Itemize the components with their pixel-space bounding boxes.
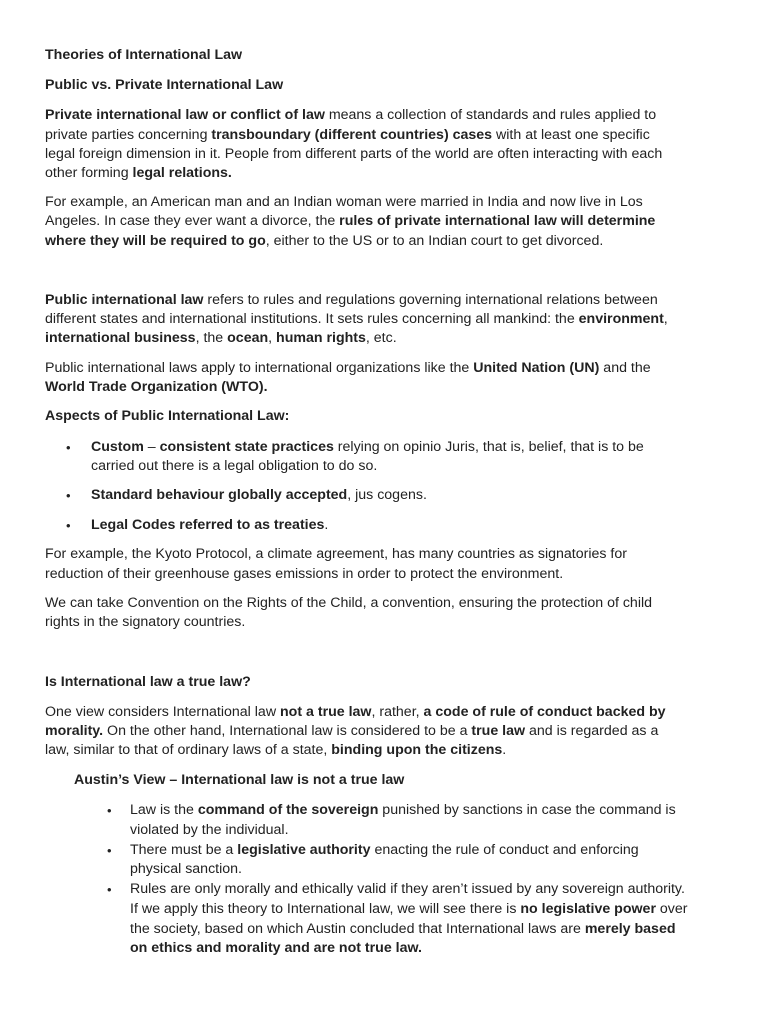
bold-term: no legislative power <box>520 901 656 917</box>
text-run: One view considers International law <box>45 704 281 720</box>
paragraph-one-view-line-3 <box>45 740 506 760</box>
text-run: Law is the <box>130 802 198 818</box>
bold-term: consistent state practices <box>159 439 334 455</box>
paragraph-private-law-line-1 <box>45 105 656 125</box>
paragraph-private-law-line-3: legal foreign dimension in it. People from different parts of the world are often interacting with each <box>45 146 663 162</box>
paragraph-one-view-line-2 <box>45 721 658 741</box>
text-run: , etc. <box>365 330 397 346</box>
text-run: relying on opinio Juris, that is, belief, that is to be <box>333 439 644 455</box>
text-run: punished by sanctions in case the command is <box>378 802 676 818</box>
paragraph-kyoto-line-1: For example, the Kyoto Protocol, a climate agreement, has many countries as signatories for <box>45 546 627 562</box>
list-item-command-line-1 <box>130 800 676 820</box>
bold-term: merely based <box>584 921 676 937</box>
text-run: and the <box>599 360 651 376</box>
section-heading-aspects: Aspects of Public International Law: <box>45 408 290 424</box>
bold-term: environment <box>578 311 664 327</box>
text-run: other forming <box>45 165 133 181</box>
paragraph-example-divorce-line-2 <box>45 211 655 231</box>
bold-term: legislative authority <box>237 842 371 858</box>
text-run: , rather, <box>371 704 424 720</box>
bold-term: binding upon the citizens <box>331 742 503 758</box>
text-run: Angeles. In case they ever want a divorce, the <box>45 213 340 229</box>
paragraph-organizations-line-2 <box>45 377 268 397</box>
list-bullet: • <box>107 843 112 858</box>
bold-term: World Trade Organization (WTO). <box>45 379 268 395</box>
bold-term: Standard behaviour globally accepted <box>91 487 348 503</box>
list-item-rules-line-1: Rules are only morally and ethically valid if they aren’t issued by any sovereign authority. <box>130 881 685 897</box>
list-item-legislative-line-2: physical sanction. <box>130 861 242 877</box>
text-run: On the other hand, International law is considered to be a <box>103 723 472 739</box>
bold-term: Private international law or conflict of law <box>45 107 325 123</box>
bold-term: Public international law <box>45 292 204 308</box>
text-run: , either to the US or to an Indian court to get divorced. <box>265 233 604 249</box>
text-run: private parties concerning <box>45 127 212 143</box>
bold-term: United Nation (UN) <box>473 360 600 376</box>
paragraph-organizations-line-1 <box>45 358 651 378</box>
paragraph-example-divorce-line-3 <box>45 231 603 251</box>
list-bullet: • <box>66 440 71 455</box>
bold-term: transboundary (different countries) cases <box>211 127 493 143</box>
subheading-austins-view: Austin’s View – International law is not a true law <box>74 772 405 788</box>
bold-term: legal relations. <box>132 165 232 181</box>
list-item-rules-line-4 <box>130 938 422 958</box>
paragraph-private-law-line-4 <box>45 163 232 183</box>
text-run: If we apply this theory to International law, we will see there is <box>130 901 521 917</box>
text-run: . <box>324 517 329 533</box>
text-run: over <box>655 901 688 917</box>
bold-term: human rights <box>276 330 366 346</box>
paragraph-private-law-line-2 <box>45 125 650 145</box>
text-run: , the <box>195 330 228 346</box>
bold-term: command of the sovereign <box>197 802 379 818</box>
text-run: law, similar to that of ordinary laws of a state, <box>45 742 332 758</box>
list-item-legal-codes <box>91 515 328 535</box>
list-item-rules-line-3 <box>130 919 676 939</box>
text-run: – <box>143 439 160 455</box>
list-bullet: • <box>66 488 71 503</box>
list-item-custom-line-1 <box>91 437 644 457</box>
text-run: . <box>502 742 507 758</box>
bold-term: Custom <box>91 439 144 455</box>
list-bullet: • <box>66 518 71 533</box>
paragraph-convention-line-1: We can take Convention on the Rights of the Child, a convention, ensuring the protection of child <box>45 595 653 611</box>
list-item-custom-line-2: carried out there is a legal obligation to do so. <box>91 458 378 474</box>
paragraph-public-law-line-1 <box>45 290 658 310</box>
list-item-command-line-2: violated by the individual. <box>130 822 289 838</box>
list-bullet: • <box>107 882 112 897</box>
paragraph-one-view-line-1 <box>45 702 666 722</box>
text-run: Public international laws apply to international organizations like the <box>45 360 474 376</box>
bold-term: where they will be required to go <box>45 233 266 249</box>
bold-term: true law <box>471 723 526 739</box>
bold-term: ocean <box>227 330 269 346</box>
list-bullet: • <box>107 803 112 818</box>
section-heading-true-law: Is International law a true law? <box>45 674 251 690</box>
paragraph-kyoto-line-2: reduction of their greenhouse gases emissions in order to protect the environment. <box>45 566 564 582</box>
bold-term: international business <box>45 330 196 346</box>
bold-term: Legal Codes referred to as treaties <box>91 517 325 533</box>
bold-term: not a true law <box>280 704 372 720</box>
text-run: There must be a <box>130 842 238 858</box>
text-run: means a collection of standards and rules applied to <box>324 107 657 123</box>
bold-term: a code of rule of conduct backed by <box>423 704 666 720</box>
bold-term: on ethics and morality and are not true law. <box>130 940 422 956</box>
paragraph-convention-line-2: rights in the signatory countries. <box>45 614 246 630</box>
text-run: the society, based on which Austin concluded that International laws are <box>130 921 585 937</box>
list-item-standard-behaviour <box>91 485 427 505</box>
paragraph-public-law-line-2 <box>45 309 668 329</box>
paragraph-example-divorce-line-1: For example, an American man and an Indian woman were married in India and now live in Los <box>45 194 643 210</box>
bold-term: rules of private international law will determine <box>339 213 656 229</box>
list-item-legislative-line-1 <box>130 840 639 860</box>
bold-term: morality. <box>45 723 104 739</box>
text-run: different states and international institutions. It sets rules concerning all mankind: the <box>45 311 579 327</box>
text-run: with at least one specific <box>492 127 650 143</box>
text-run: enacting the rule of conduct and enforcing <box>370 842 639 858</box>
text-run: , <box>268 330 277 346</box>
document-title: Theories of International Law <box>45 47 243 63</box>
text-run: , <box>663 311 668 327</box>
text-run: and is regarded as a <box>525 723 659 739</box>
text-run: refers to rules and regulations governing international relations between <box>203 292 658 308</box>
paragraph-public-law-line-3 <box>45 328 397 348</box>
text-run: , jus cogens. <box>347 487 427 503</box>
list-item-rules-line-2 <box>130 899 688 919</box>
section-heading-public-vs-private: Public vs. Private International Law <box>45 77 284 93</box>
